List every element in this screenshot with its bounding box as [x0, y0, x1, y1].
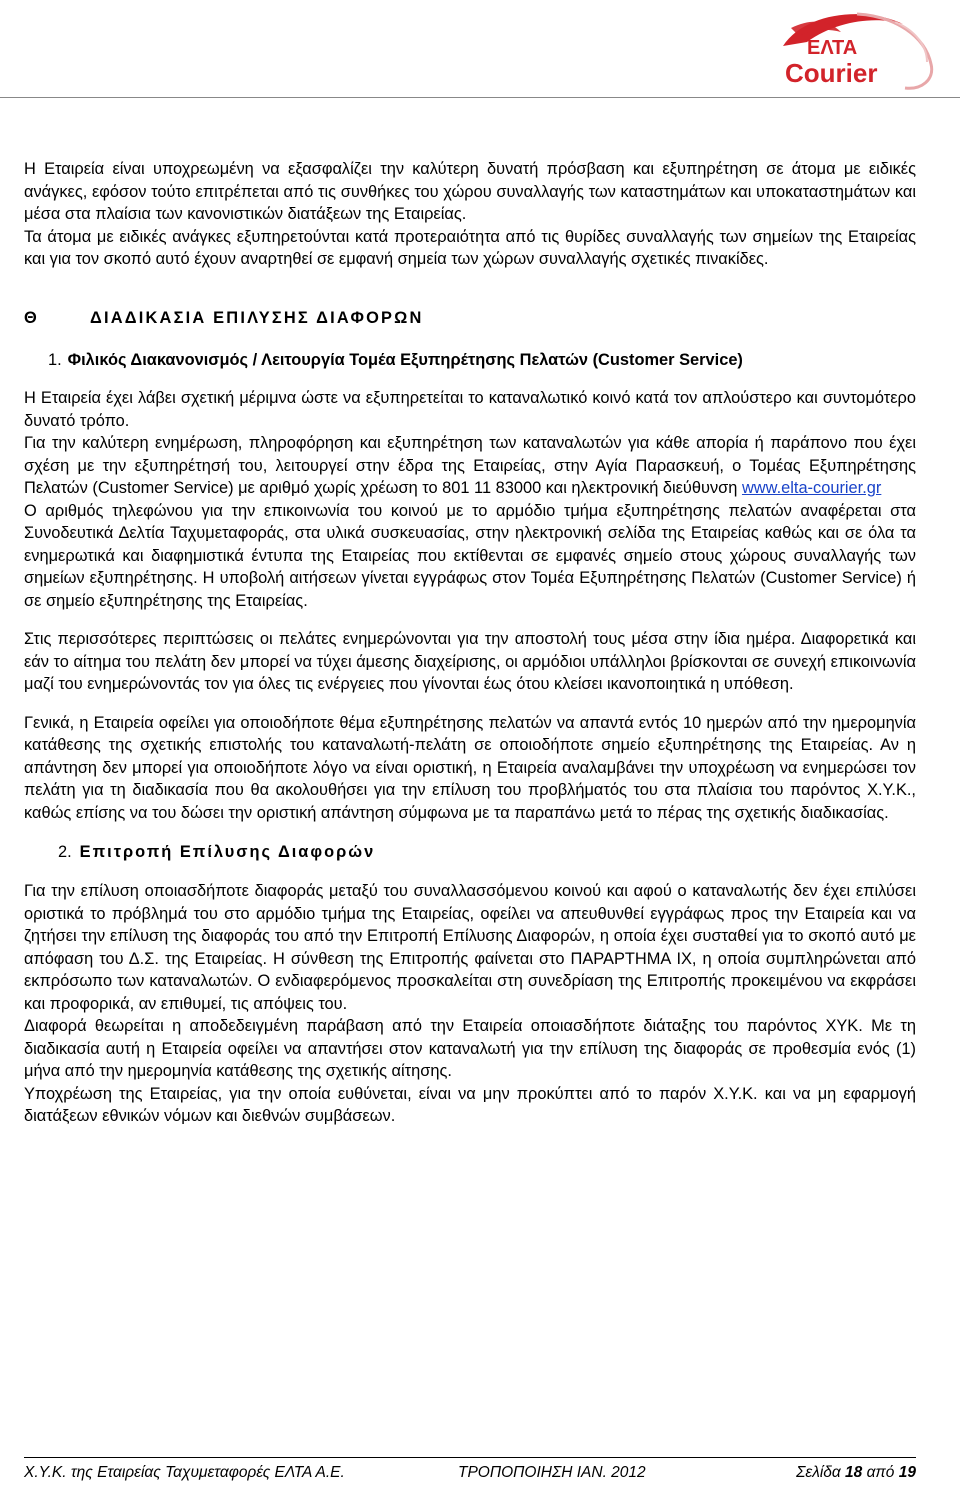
logo-text-courier: Courier [785, 58, 878, 88]
paragraph: Η Εταιρεία έχει λάβει σχετική μέριμνα ώστε να εξυπηρετείται το καταναλωτικό κοινό κατά τον απλούστερο και συντομότερο δυνατό τρόπο. [24, 389, 916, 430]
section-heading [24, 309, 916, 333]
paragraph: Στις περισσότερες περιπτώσεις οι πελάτες ενημερώνονται για την αποστολή τους μέσα στην ίδια ημέρα. Διαφορετικά και εάν το αίτημα του πελάτη δεν μπορεί να τύχει άμεσης διαχείρισης, οι αρμόδιοι υπάλληλοι βρίσκονται σε συνεχή επικοινωνία μαζί του ενημερώνοντάς τον για όλες τις ενέργειες που γίνονται έως ότου κλείσει ικανοποιητικά η υπόθεση. [24, 630, 916, 693]
paragraph: Υποχρέωση της Εταιρείας, για την οποία ευθύνεται, είναι να μην προκύπτει από το παρόν Χ.Υ.Κ. και να μη εφαρμογή διατάξεων εθνικών νόμων και διεθνών συμβάσεων. [24, 1084, 916, 1125]
section-title: ΔΙΑΔΙΚΑΣΙΑ ΕΠΙΛΥΣΗΣ ΔΙΑΦΟΡΩΝ [90, 308, 424, 327]
footer-revision: ΤΡΟΠΟΠΟΙΗΣΗ ΙΑΝ. 2012 [458, 1464, 646, 1481]
subsection-title: Επιτροπή Επίλυσης Διαφορών [79, 843, 376, 861]
website-link[interactable]: www.elta-courier.gr [741, 479, 882, 497]
subsection-heading-1 [24, 349, 916, 372]
paragraph-text: Για την καλύτερη ενημέρωση, πληροφόρηση και εξυπηρέτηση των καταναλωτών για κάθε απορία ή παράπονο που έχει σχέση με την εξυπηρέτησή του, λειτουργεί στην έδρα της Εταιρείας, στην Αγία Παρασκευή, ο Τομέας Εξυπηρέτησης Πελατών (Customer Service) με αριθμό χωρίς χρέωση το 801 11 83000 και ηλεκτρονική διεύθυνση [24, 434, 916, 497]
subsection-title: Φιλικός Διακανονισμός / Λειτουργία Τομέα Εξυπηρέτησης Πελατών (Customer Service) [67, 350, 743, 369]
footer-divider [24, 1457, 916, 1458]
subsection-number: 2. [58, 843, 72, 861]
logo-text-elta: ΕΛΤΑ [807, 37, 858, 59]
subsection-number: 1. [48, 350, 62, 369]
paragraph: Για την επίλυση οποιασδήποτε διαφοράς μεταξύ του συναλλασσόμενου κοινού και αφού ο καταναλωτής δεν έχει επιλύσει οριστικά το πρόβλημά του στο αρμόδιο τμήμα της Εταιρείας, οφείλει να απευθυνθεί εγγράφως προς την Εταιρεία και να ζητήσει την επίλυση της διαφοράς του από την Επιτροπή Επίλυσης Διαφορών, η οποία έχει συσταθεί για το σκοπό αυτό με απόφαση του Δ.Σ. της Εταιρείας. Η σύνθεση της Επιτροπής φαίνεται στο ΠΑΡΑΡΤΗΜΑ ΙΧ, η οποία συμπληρώνεται από εκπρόσωπο των καταναλωτών. Ο ενδιαφερόμενος προσκαλείται στη συνεδρίαση της Επιτροπής προκειμένου να εκφράσει και προφορικά, αν επιθυμεί, τις απόψεις του. [24, 882, 916, 1013]
paragraph: Η Εταιρεία είναι υποχρεωμένη να εξασφαλίζει την καλύτερη δυνατή πρόσβαση και εξυπηρέτηση σε άτομα με ειδικές ανάγκες, εφόσον τούτο επιτρέπεται από τις συνθήκες του χώρου συναλλαγής των καταστημάτων και υποκαταστημάτων και μέσα στα πλαίσια των κανονιστικών διατάξεων της Εταιρείας. [24, 160, 916, 223]
paragraph: Διαφορά θεωρείται η αποδεδειγμένη παράβαση από την Εταιρεία οποιασδήποτε διάταξης του παρόντος ΧΥΚ. Με τη διαδικασία αυτή η Εταιρεία οφείλει να απαντήσει στον καταναλωτή για την επίλυση της διαφοράς σε προθεσμία ενός (1) μήνα από την ημερομηνία κατάθεσης της σχετικής αίτησης. [24, 1017, 916, 1080]
paragraph: Τα άτομα με ειδικές ανάγκες εξυπηρετούνται κατά προτεραιότητα από τις θυρίδες συναλλαγής των σημείων της Εταιρείας και για τον σκοπό αυτό έχουν αναρτηθεί σε εμφανή σημεία των χώρων συναλλαγής σχετικές πινακίδες. [24, 227, 916, 268]
footer-page-number: Σελίδα 18 από 19 [796, 1464, 916, 1481]
elta-courier-logo [745, 6, 945, 94]
subsection-heading-2 [24, 840, 916, 864]
section-letter: Θ [24, 308, 37, 327]
paragraph: Γενικά, η Εταιρεία οφείλει για οποιοδήποτε θέμα εξυπηρέτησης πελατών να απαντά εντός 10 ημερών από την ημερομηνία κατάθεσης της σχετικής επιστολής του καταναλωτή-πελάτη σε οποιοδήποτε σημείο εξυπηρέτησης της Εταιρείας. Αν η απάντηση δεν μπορεί για οποιοδήποτε λόγο να είναι οριστική, η Εταιρεία αναλαμβάνει την υποχρέωση να ενημερώσει τον πελάτη για τη διαδικασία που θα ακολουθήσει για την επίλυση του προβλήματός του στα πλαίσια του παρόντος Χ.Υ.Κ., καθώς επίσης να του δώσει την οριστική απάντηση σύμφωνα με τα παραπάνω μετά το πέρας της σχετικής διαδικασίας. [24, 713, 916, 822]
document-body [24, 158, 916, 1128]
paragraph [24, 432, 916, 500]
paragraph: Ο αριθμός τηλεφώνου για την επικοινωνία του κοινού με το αρμόδιο τμήμα εξυπηρέτησης πελατών αναφέρεται στα Συνοδευτικά Δελτία Ταχυμεταφοράς, στα υλικά συσκευασίας, στην ηλεκτρονική σελίδα της Εταιρείας καθώς και σε όλα τα ενημερωτικά και διαφημιστικά έντυπα της Εταιρείας που εκτίθενται σε εμφανές σημείο στους χώρους συναλλαγής των σημείων εξυπηρέτησης. Η υποβολή αιτήσεων γίνεται εγγράφως στον Τομέα Εξυπηρέτησης Πελατών (Customer Service) ή σε σημείο εξυπηρέτησης της Εταιρείας. [24, 501, 916, 610]
header-divider [0, 97, 960, 98]
footer-doc-title: Χ.Υ.Κ. της Εταιρείας Ταχυμεταφορές ΕΛΤΑ Α.Ε. [24, 1464, 345, 1481]
